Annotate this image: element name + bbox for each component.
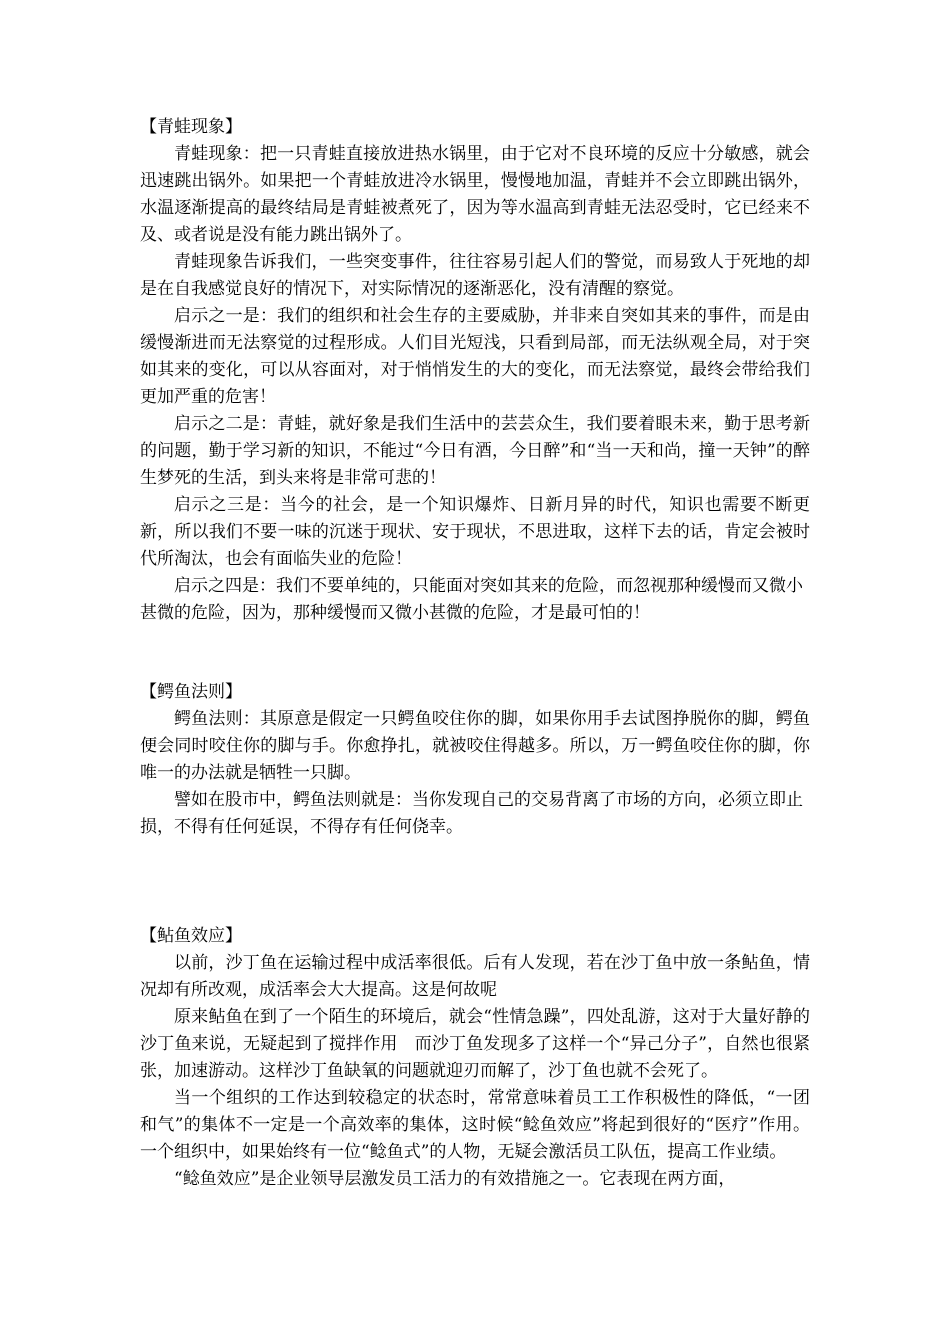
paragraph: 启示之一是：我们的组织和社会生存的主要威胁，并非来自突如其来的事件，而是由缓慢渐进而无法察觉的过程形成。人们目光短浅，只看到局部，而无法纵观全局，对于突如其来的变化，可以从容面对，对于悄悄发生的大的变化，而无法察觉，最终会带给我们更加严重的危害！	[140, 306, 810, 407]
paragraph: 启示之三是：当今的社会，是一个知识爆炸、日新月异的时代，知识也需要不断更新，所以我们不要一味的沉迷于现状、安于现状，不思进取，这样下去的话，肯定会被时代所淘汰，也会有面临失业的危险！	[140, 495, 810, 569]
section-frog-phenomenon	[140, 113, 810, 627]
section-heading: 【鳄鱼法则】	[140, 682, 242, 702]
paragraph: 青蛙现象：把一只青蛙直接放进热水锅里，由于它对不良环境的反应十分敏感，就会迅速跳出锅外。如果把一个青蛙放进冷水锅里，慢慢地加温，青蛙并不会立即跳出锅外，水温逐渐提高的最终结局是青蛙被煮死了，因为等水温高到青蛙无法忍受时，它已经来不及、或者说是没有能力跳出锅外了。	[140, 144, 810, 245]
paragraph: 原来鲇鱼在到了一个陌生的环境后，就会“性情急躁”，四处乱游，这对于大量好静的沙丁鱼来说，无疑起到了搅拌作用 而沙丁鱼发现多了这样一个“异己分子”，自然也很紧张，加速游动。这样沙丁鱼缺氧的问题就迎刃而解了，沙丁鱼也就不会死了。	[140, 1007, 810, 1081]
paragraph: 启示之四是：我们不要单纯的，只能面对突如其来的危险，而忽视那种缓慢而又微小甚微的危险，因为，那种缓慢而又微小甚微的危险，才是最可怕的！	[140, 576, 803, 623]
section-crocodile-rule	[140, 678, 810, 841]
paragraph: 启示之二是：青蛙，就好象是我们生活中的芸芸众生，我们要着眼未来，勤于思考新的问题，勤于学习新的知识，不能过“今日有酒，今日醉”和“当一天和尚，撞一天钟”的醉生梦死的生活，到头来将是非常可悲的！	[140, 414, 810, 488]
paragraph: 以前，沙丁鱼在运输过程中成活率很低。后有人发现，若在沙丁鱼中放一条鲇鱼，情况却有所改观，成活率会大大提高。这是何故呢	[140, 953, 810, 1000]
paragraph: 鳄鱼法则：其原意是假定一只鳄鱼咬住你的脚，如果你用手去试图挣脱你的脚，鳄鱼便会同时咬住你的脚与手。你愈挣扎，就被咬住得越多。所以，万一鳄鱼咬住你的脚，你唯一的办法就是牺牲一只脚。	[140, 709, 810, 783]
paragraph: 当一个组织的工作达到较稳定的状态时，常常意味着员工工作积极性的降低，“一团和气”的集体不一定是一个高效率的集体，这时候“鲶鱼效应”将起到很好的“医疗”作用。一个组织中，如果始终有一位“鲶鱼式”的人物，无疑会激活员工队伍，提高工作业绩。	[140, 1088, 810, 1162]
section-heading: 【青蛙现象】	[140, 117, 242, 137]
paragraph: 譬如在股市中，鳄鱼法则就是：当你发现自己的交易背离了市场的方向，必须立即止损，不得有任何延误，不得存有任何侥幸。	[140, 790, 803, 837]
paragraph: “鲶鱼效应”是企业领导层激发员工活力的有效措施之一。它表现在两方面，	[174, 1169, 736, 1189]
section-catfish-effect	[140, 922, 810, 1193]
section-heading: 【鲇鱼效应】	[140, 926, 242, 946]
paragraph: 青蛙现象告诉我们，一些突变事件，往往容易引起人们的警觉，而易致人于死地的却是在自我感觉良好的情况下，对实际情况的逐渐恶化，没有清醒的察觉。	[140, 252, 810, 299]
